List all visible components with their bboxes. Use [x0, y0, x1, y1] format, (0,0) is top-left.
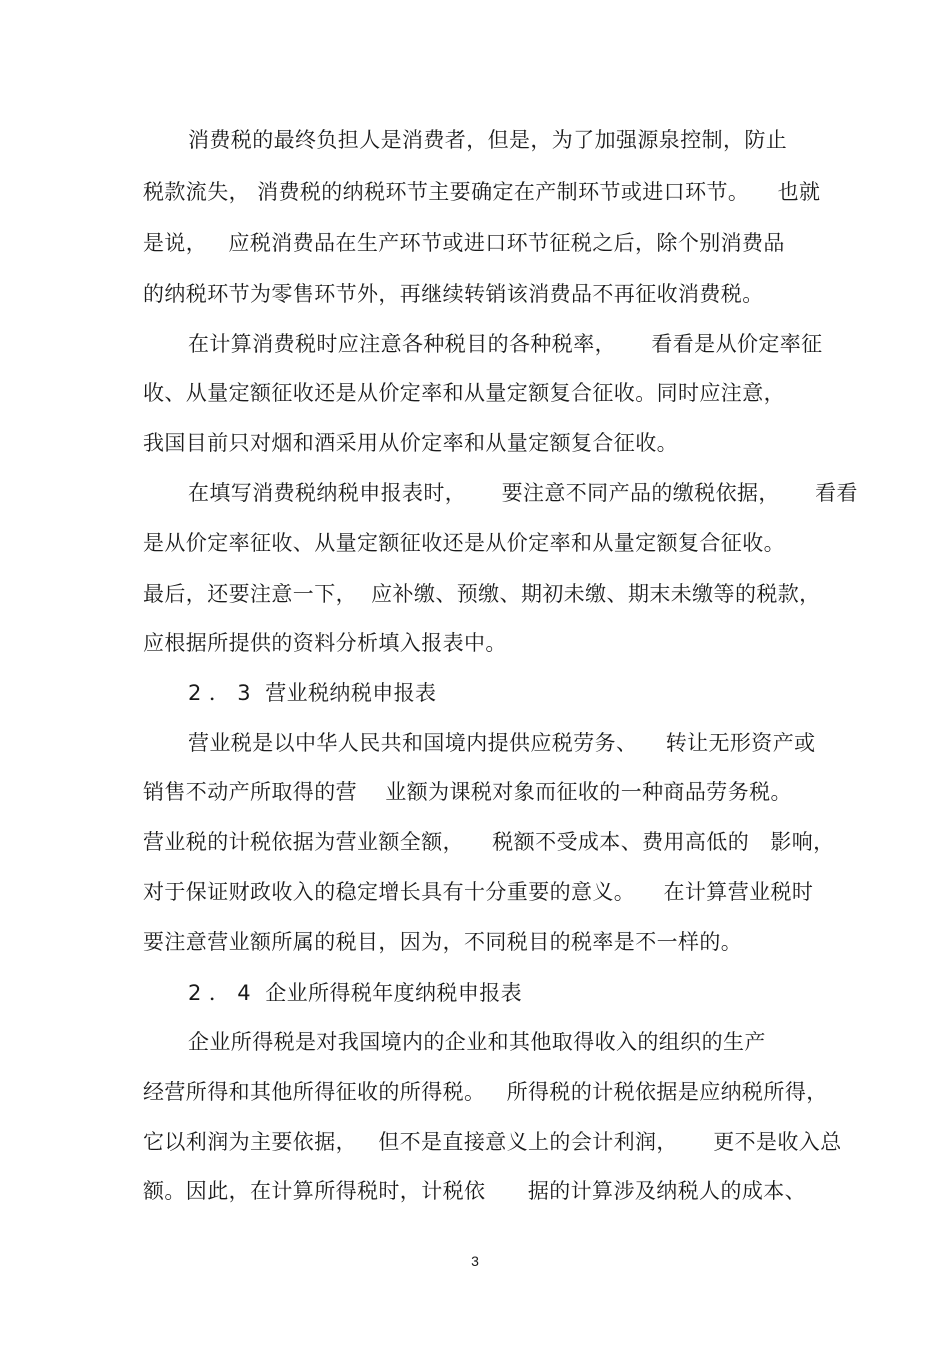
paragraph-line: 在计算消费税时应注意各种税目的各种税率， 看看是从价定率征 [188, 332, 823, 356]
section-heading: 2 ． 4 企业所得税年度纳税申报表 [188, 981, 523, 1005]
paragraph-line: 营业税是以中华人民共和国境内提供应税劳务、 转让无形资产或 [188, 731, 816, 755]
section-heading: 2 ． 3 营业税纳税申报表 [188, 681, 437, 705]
paragraph-line: 消费税的最终负担人是消费者，但是，为了加强源泉控制，防止 [188, 128, 788, 152]
paragraph-line: 营业税的计税依据为营业额全额， 税额不受成本、费用高低的 影响， [143, 830, 835, 854]
paragraph-line: 税款流失， 消费税的纳税环节主要确定在产制环节或进口环节。 也就 [143, 180, 821, 204]
paragraph-line: 它以利润为主要依据， 但不是直接意义上的会计利润， 更不是收入总 [143, 1130, 842, 1154]
paragraph-line: 企业所得税是对我国境内的企业和其他取得收入的组织的生产 [188, 1030, 766, 1054]
paragraph-line: 对于保证财政收入的稳定增长具有十分重要的意义。 在计算营业税时 [143, 880, 814, 904]
paragraph-line: 在填写消费税纳税申报表时， 要注意不同产品的缴税依据， 看看 [188, 481, 858, 505]
paragraph-line: 经营所得和其他所得征收的所得税。 所得税的计税依据是应纳税所得， [143, 1080, 828, 1104]
paragraph-line: 的纳税环节为零售环节外，再继续转销该消费品不再征收消费税。 [143, 282, 764, 306]
paragraph-line: 要注意营业额所属的税目，因为，不同税目的税率是不一样的。 [143, 930, 743, 954]
paragraph-line: 应根据所提供的资料分析填入报表中。 [143, 631, 507, 655]
paragraph-line: 我国目前只对烟和酒采用从价定率和从量定额复合征收。 [143, 431, 678, 455]
page-number: 3 [471, 1253, 479, 1269]
paragraph-line: 最后，还要注意一下， 应补缴、预缴、期初未缴、期末未缴等的税款， [143, 582, 821, 606]
paragraph-line: 额。因此，在计算所得税时，计税依 据的计算涉及纳税人的成本、 [143, 1179, 807, 1203]
paragraph-line: 收、从量定额征收还是从价定率和从量定额复合征收。同时应注意， [143, 381, 785, 405]
paragraph-line: 销售不动产所取得的营 业额为课税对象而征收的一种商品劳务税。 [143, 780, 792, 804]
paragraph-line: 是从价定率征收、从量定额征收还是从价定率和从量定额复合征收。 [143, 531, 785, 555]
paragraph-line: 是说， 应税消费品在生产环节或进口环节征税之后，除个别消费品 [143, 231, 785, 255]
